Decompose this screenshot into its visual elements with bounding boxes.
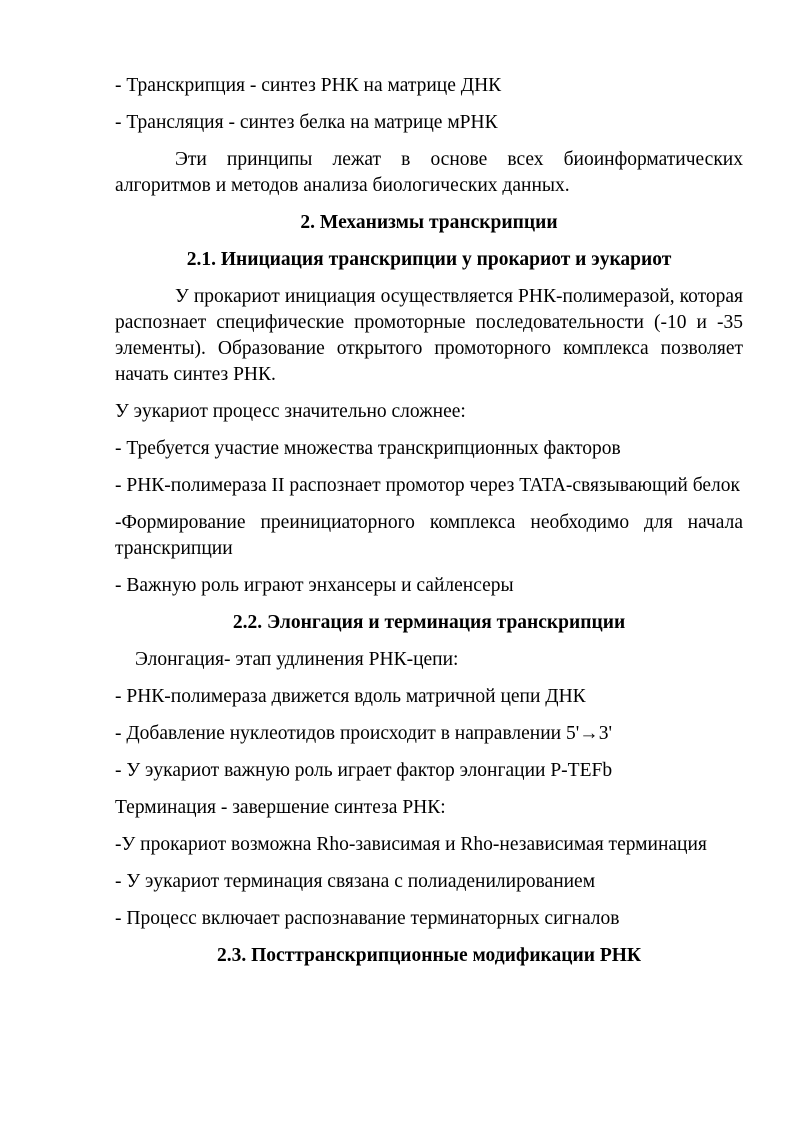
list-item-enhancers: - Важную роль играют энхансеры и сайленсеры: [115, 575, 514, 596]
section-heading-transcription-mechanisms: 2. Механизмы транскрипции: [300, 212, 558, 233]
list-item-p-tefb: - У эукариот важную роль играет фактор элонгации P-TEFb: [115, 760, 613, 781]
text-eukaryote-intro: У эукариот процесс значительно сложнее:: [115, 401, 466, 422]
text-elongation-definition: Элонгация- этап удлинения РНК-цепи:: [135, 649, 459, 670]
document-page: [115, 73, 743, 980]
list-item-preinitiation-complex: -Формирование преинициаторного комплекса необходимо для начала транскрипции: [115, 512, 743, 559]
subsection-heading-initiation: 2.1. Инициация транскрипции у прокариот и эукариот: [186, 249, 672, 270]
list-item-terminator-signals: - Процесс включает распознавание терминаторных сигналов: [115, 908, 620, 929]
subsection-heading-elongation-termination: 2.2. Элонгация и терминация транскрипции: [232, 612, 626, 633]
paragraph-principles: Эти принципы лежат в основе всех биоинформатических алгоритмов и методов анализа биологических данных.: [115, 149, 743, 196]
list-item-translation: - Трансляция - синтез белка на матрице мРНК: [115, 112, 498, 133]
list-item-rho-termination: -У прокариот возможна Rho-зависимая и Rho-независимая терминация: [115, 834, 707, 855]
list-item-nucleotide-direction: - Добавление нуклеотидов происходит в направлении 5'→3': [115, 723, 613, 744]
list-item-transcription-factors: - Требуется участие множества транскрипционных факторов: [115, 438, 621, 459]
subsection-heading-posttranscriptional: 2.3. Посттранскрипционные модификации РНК: [216, 945, 642, 966]
list-item-polyadenylation: - У эукариот терминация связана с полиаденилированием: [115, 871, 596, 892]
paragraph-prokaryote-initiation: У прокариот инициация осуществляется РНК-полимеразой, которая распознает специфические промоторные последовательности (-10 и -35 элементы). Образование открытого промоторного комплекса позволяет начать синтез РНК.: [115, 286, 743, 385]
list-item-polymerase-moves: - РНК-полимераза движется вдоль матричной цепи ДНК: [115, 686, 586, 707]
text-termination-definition: Терминация - завершение синтеза РНК:: [115, 797, 446, 818]
list-item-rna-polymerase-ii: - РНК-полимераза II распознает промотор через TATA-связывающий белок: [115, 475, 740, 496]
list-item-transcription: - Транскрипция - синтез РНК на матрице ДНК: [115, 75, 502, 96]
